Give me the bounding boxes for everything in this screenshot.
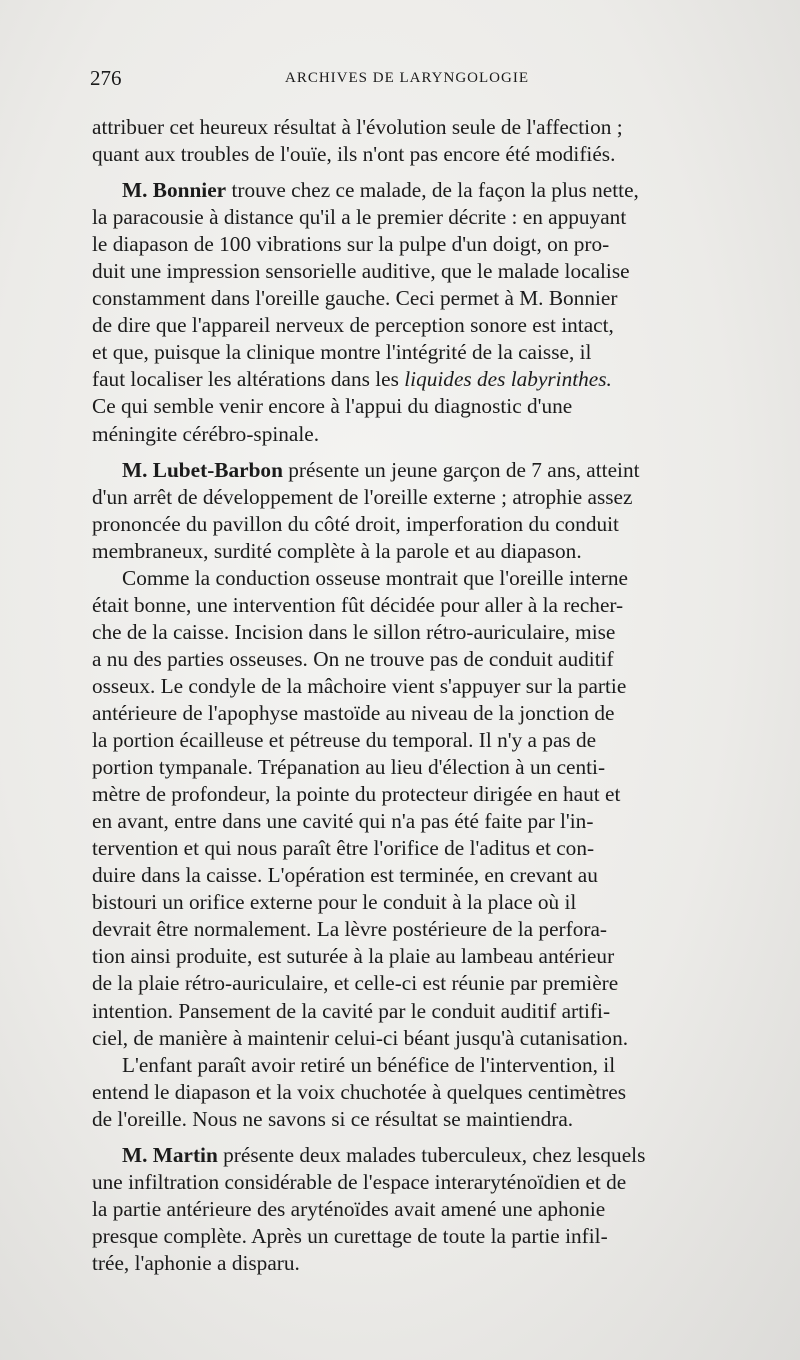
text-line: L'enfant paraît avoir retiré un bénéfice de l'intervention, il <box>122 1052 616 1077</box>
text-line: méningite cérébro-spinale. <box>92 421 320 446</box>
text-line: prononcée du pavillon du côté droit, imperforation du conduit <box>92 511 619 536</box>
text-line: quant aux troubles de l'ouïe, ils n'ont pas encore été modifiés. <box>92 142 616 167</box>
text-line: portion tympanale. Trépanation au lieu d'élection à un centi- <box>92 755 606 780</box>
text-line: Comme la conduction osseuse montrait que l'oreille interne <box>122 565 628 590</box>
paragraph-4 <box>92 565 768 1052</box>
speaker-name: M. Bonnier <box>122 178 227 203</box>
text-line: d'un arrêt de développement de l'oreille externe ; atrophie assez <box>92 484 633 509</box>
text-line: une infiltration considérable de l'espace interaryténoïdien et de <box>92 1169 627 1194</box>
text-span: trouve chez ce malade, de la façon la plus nette, <box>226 178 639 203</box>
text-line <box>92 177 768 204</box>
paragraph-1 <box>92 114 768 168</box>
text-line: la paracousie à distance qu'il a le premier décrite : en appuyant <box>92 205 627 230</box>
text-line: était bonne, une intervention fût décidée pour aller à la recher- <box>92 592 624 617</box>
text-line: a nu des parties osseuses. On ne trouve pas de conduit auditif <box>92 646 614 671</box>
text-line: duire dans la caisse. L'opération est terminée, en crevant au <box>92 863 598 888</box>
paragraph-6 <box>92 1142 768 1277</box>
text-line: et que, puisque la clinique montre l'intégrité de la caisse, il <box>92 340 592 365</box>
speaker-name: M. Lubet-Barbon <box>122 457 283 482</box>
running-title: ARCHIVES DE LARYNGOLOGIE <box>285 70 529 86</box>
page-header <box>90 66 740 96</box>
page-number: 276 <box>90 66 122 90</box>
text-line: duit une impression sensorielle auditive, que le malade localise <box>92 259 630 284</box>
italic-term: liquides des labyrinthes. <box>404 367 612 392</box>
text-span: faut localiser les altérations dans les <box>92 367 405 392</box>
text-line: bistouri un orifice externe pour le conduit à la place où il <box>92 890 577 915</box>
speaker-name: M. Martin <box>122 1142 218 1167</box>
text-line: la portion écailleuse et pétreuse du temporal. Il n'y a pas de <box>92 728 597 753</box>
paragraph-3 <box>92 457 768 565</box>
body-text <box>92 114 768 1277</box>
text-span: présente deux malades tuberculeux, chez lesquels <box>217 1142 646 1167</box>
text-line: de l'oreille. Nous ne savons si ce résultat se maintiendra. <box>92 1106 574 1131</box>
text-line: tion ainsi produite, est suturée à la plaie au lambeau antérieur <box>92 944 615 969</box>
text-line: en avant, entre dans une cavité qui n'a pas été faite par l'in- <box>92 809 594 834</box>
text-line: tervention et qui nous paraît être l'orifice de l'aditus et con- <box>92 836 595 861</box>
text-line: presque complète. Après un curettage de toute la partie infil- <box>92 1223 608 1248</box>
text-line: entend le diapason et la voix chuchotée à quelques centimètres <box>92 1079 626 1104</box>
text-span: présente un jeune garçon de 7 ans, atteint <box>282 457 640 482</box>
text-line: membraneux, surdité complète à la parole et au diapason. <box>92 538 582 563</box>
text-line: osseux. Le condyle de la mâchoire vient s'appuyer sur la partie <box>92 673 627 698</box>
text-line <box>92 366 768 393</box>
text-line: de la plaie rétro-auriculaire, et celle-ci est réunie par première <box>92 971 619 996</box>
text-line: antérieure de l'apophyse mastoïde au niveau de la jonction de <box>92 700 615 725</box>
text-line: Ce qui semble venir encore à l'appui du diagnostic d'une <box>92 394 573 419</box>
text-line <box>92 1142 768 1169</box>
text-line: mètre de profondeur, la pointe du protecteur dirigée en haut et <box>92 782 621 807</box>
text-line: che de la caisse. Incision dans le sillon rétro-auriculaire, mise <box>92 619 616 644</box>
text-line: attribuer cet heureux résultat à l'évolution seule de l'affection ; <box>92 115 623 139</box>
text-line: le diapason de 100 vibrations sur la pulpe d'un doigt, on pro- <box>92 232 610 257</box>
text-line: ciel, de manière à maintenir celui-ci béant jusqu'à cutanisation. <box>92 1025 629 1050</box>
text-line: devrait être normalement. La lèvre postérieure de la perfora- <box>92 917 607 942</box>
text-line <box>92 457 768 484</box>
text-line: de dire que l'appareil nerveux de perception sonore est intact, <box>92 313 614 338</box>
text-line: trée, l'aphonie a disparu. <box>92 1250 300 1275</box>
text-line: la partie antérieure des aryténoïdes avait amené une aphonie <box>92 1196 606 1221</box>
text-line: constamment dans l'oreille gauche. Ceci permet à M. Bonnier <box>92 286 618 311</box>
paragraph-5 <box>92 1052 768 1133</box>
text-line: intention. Pansement de la cavité par le conduit auditif artifi- <box>92 998 611 1023</box>
paragraph-2 <box>92 177 768 447</box>
